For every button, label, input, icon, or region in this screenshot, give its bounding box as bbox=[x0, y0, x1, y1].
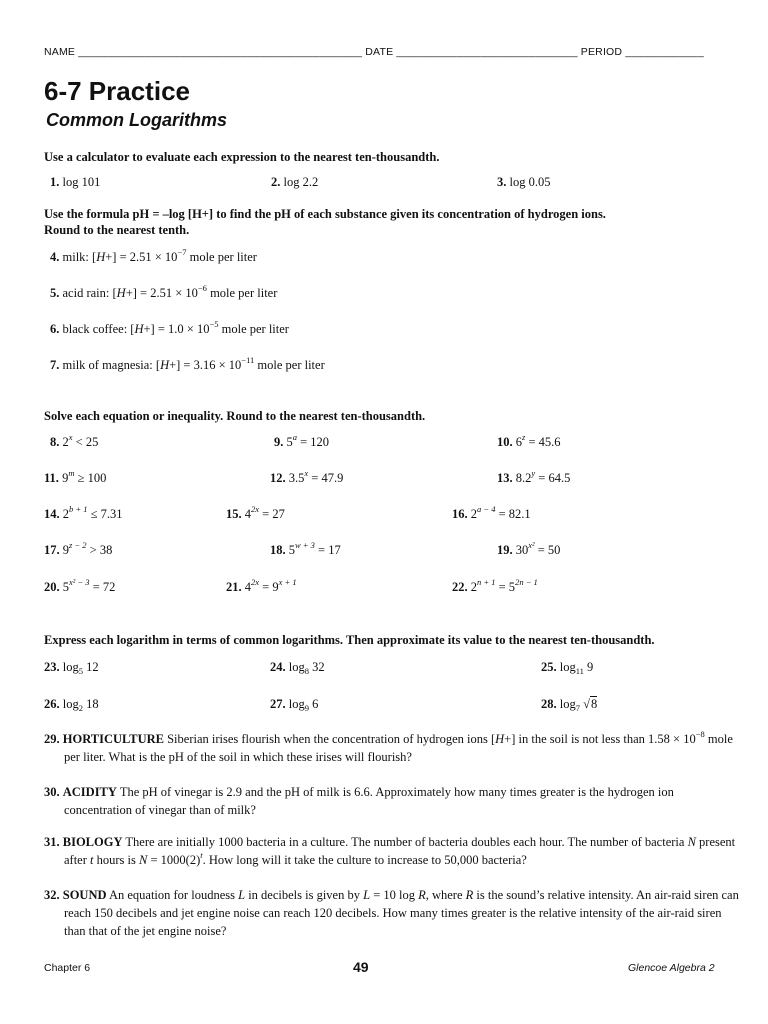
problem-24: 24. $\log_8 32$ bbox=[270, 660, 325, 676]
problem-7: 7. milk of magnesia: $[H+] = 3.16 \times 10^{-11}$ mole per liter bbox=[50, 355, 325, 372]
problem-14: 14. $2^{b + 1} \le 7.31$ bbox=[44, 504, 123, 521]
date-field[interactable]: ______________________________ bbox=[396, 46, 578, 58]
problem-1: 1. log 101 bbox=[50, 175, 101, 189]
problem-21: 21. $4^{2x} = 9^{x + 1}$ bbox=[226, 577, 297, 594]
problem-30: 30. ACIDITY The pH of vinegar is 2.9 and the pH of milk is 6.6. Approximately how many times greater is the hydrogen ion concentration of vinegar than of milk? bbox=[44, 785, 674, 817]
problem-22: 22. $2^{n + 1} = 5^{2n - 1}$ bbox=[452, 577, 538, 594]
problem-20: 20. $5^{x^2 - 3} = 72$ bbox=[44, 577, 116, 594]
problem-27: 27. $\log_9 6$ bbox=[270, 697, 319, 713]
problem-31: 31. BIOLOGY There are initially 1000 bacteria in a culture. The number of bacteria doubles each hour. The number of bacteria N present after t hours is $N = 1000(2)^t$. How long will it take the culture to increase to 50,000 bacteria? bbox=[44, 835, 736, 867]
sqrt-symbol: √ bbox=[583, 697, 590, 711]
page-subtitle: Common Logarithms bbox=[46, 110, 228, 130]
problem-10: 10. $6^z = 45.6$ bbox=[497, 432, 561, 449]
problem-26: 26. $\log_2 18$ bbox=[44, 697, 99, 713]
problem-6: 6. black coffee: $[H+] = 1.0 \times 10^{-5}$ mole per liter bbox=[50, 319, 289, 336]
section4-instructions: Express each logarithm in terms of common logarithms. Then approximate its value to the nearest ten-thousandth. bbox=[44, 633, 655, 647]
problem-16: 16. $2^{a - 4} = 82.1$ bbox=[452, 504, 531, 521]
footer-chapter: Chapter 6 bbox=[44, 962, 91, 974]
name-field[interactable]: _______________________________________________ bbox=[78, 46, 363, 58]
problem-3: 3. log 0.05 bbox=[497, 175, 551, 189]
problem-5: 5. acid rain: $[H+] = 2.51 \times 10^{-6}$ mole per liter bbox=[50, 283, 278, 300]
problem-25: 25. $\log_{11} 9$ bbox=[541, 660, 594, 676]
section2-instructions-line2: Round to the nearest tenth. bbox=[44, 223, 190, 237]
problem-2: 2. log 2.2 bbox=[271, 175, 319, 189]
problem-32: 32. SOUND An equation for loudness L in decibels is given by L = 10 log R, where R is the sound’s relative intensity. An air-raid siren can reach 150 decibels and jet engine noise can reach 120 decibels. How many times greater is the relative intensity of the air-raid siren than that of the jet engine noise? bbox=[44, 888, 739, 938]
problem-18: 18. $5^{w + 3} = 17$ bbox=[270, 540, 341, 557]
footer-book-title: Glencoe Algebra 2 bbox=[628, 962, 715, 974]
problem-19: 19. $30^{x^2} = 50$ bbox=[497, 540, 561, 557]
problem-9: 9. $5^a = 120$ bbox=[274, 432, 330, 449]
problem-8: 8. $2^x < 25$ bbox=[50, 432, 99, 449]
problem-17: 17. $9^{z - 2} > 38$ bbox=[44, 540, 113, 557]
problem-15: 15. $4^{2x} = 27$ bbox=[226, 504, 285, 521]
problem-29: 29. HORTICULTURE Siberian irises flourish when the concentration of hydrogen ions [H+] in the soil is not less than $1.58 \times 10^{-8}$ mole per liter. What is the pH of the soil in which these irises will flourish? bbox=[44, 729, 733, 764]
name-label: NAME bbox=[44, 46, 76, 58]
problem-23: 23. $\log_5 12$ bbox=[44, 660, 99, 676]
footer-page-number: 49 bbox=[353, 959, 369, 975]
period-field[interactable]: _____________ bbox=[625, 46, 704, 58]
problem-13: 13. $8.2^y = 64.5$ bbox=[497, 468, 571, 485]
problem-4: 4. milk: $[H+] = 2.51 \times 10^{-7}$ mole per liter bbox=[50, 247, 257, 264]
problem-28: 28. $\log_7 √8$ bbox=[541, 697, 598, 713]
section1-instructions: Use a calculator to evaluate each expression to the nearest ten-thousandth. bbox=[44, 150, 440, 164]
problem-12: 12. $3.5^x = 47.9$ bbox=[270, 468, 344, 485]
page-title: 6-7 Practice bbox=[44, 76, 190, 106]
worksheet-header bbox=[44, 46, 724, 58]
problem-11: 11. $9^m \ge 100$ bbox=[44, 468, 107, 485]
period-label: PERIOD bbox=[580, 46, 623, 58]
date-label: DATE bbox=[365, 46, 394, 58]
section2-instructions-line1: Use the formula pH = –log [H+] to find the pH of each substance given its concentration of hydrogen ions. bbox=[44, 207, 606, 221]
section3-instructions: Solve each equation or inequality. Round to the nearest ten-thousandth. bbox=[44, 409, 426, 423]
